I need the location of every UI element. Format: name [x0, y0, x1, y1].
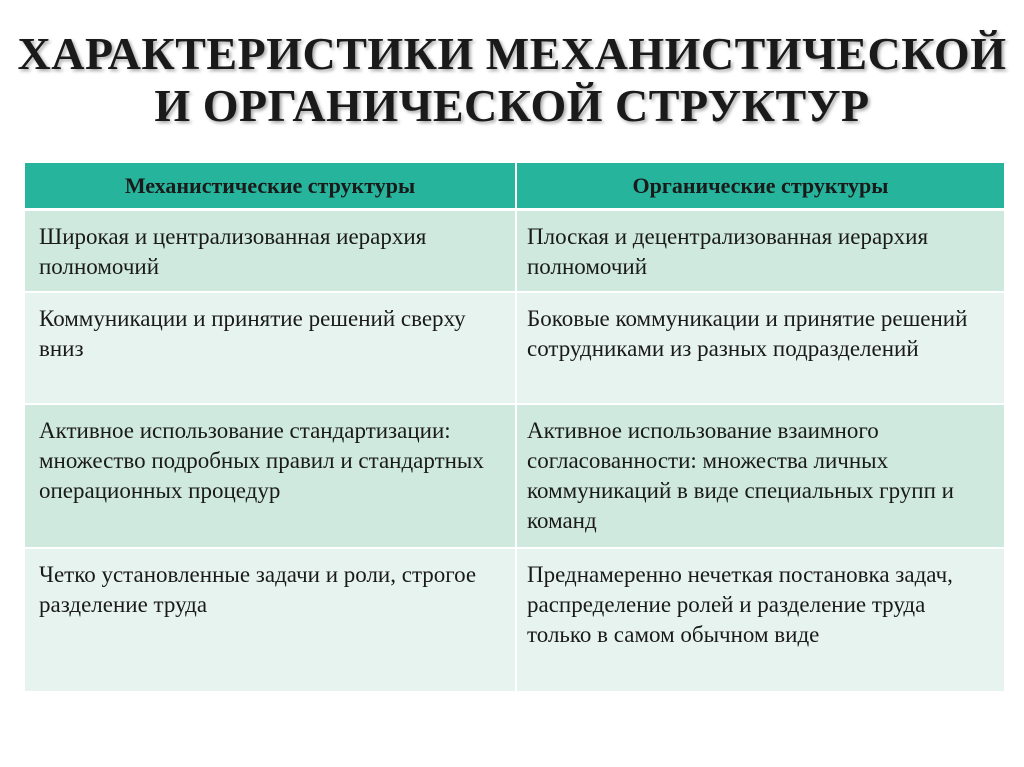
cell-mechanistic: Активное использование стандартизации: множество подробных правил и стандартных операционных процедур: [25, 404, 516, 548]
header-mechanistic: Механистические структуры: [25, 163, 516, 210]
table-row: [25, 292, 1005, 404]
slide-title-line-2: И ОРГАНИЧЕСКОЙ СТРУКТУР: [154, 80, 870, 131]
table-row: [25, 404, 1005, 548]
cell-mechanistic: Широкая и централизованная иерархия полномочий: [25, 210, 516, 293]
table-header-row: [25, 163, 1005, 210]
cell-mechanistic: Четко установленные задачи и роли, строгое разделение труда: [25, 548, 516, 692]
slide-title: [0, 28, 1024, 132]
table-row: [25, 210, 1005, 293]
cell-mechanistic: Коммуникации и принятие решений сверху вниз: [25, 292, 516, 404]
cell-organic: Активное использование взаимного согласованности: множества личных коммуникаций в виде специальных групп и команд: [516, 404, 1005, 548]
cell-organic: Боковые коммуникации и принятие решений сотрудниками из разных подразделений: [516, 292, 1005, 404]
comparison-table: [25, 163, 1006, 693]
slide-title-line-1: ХАРАКТЕРИСТИКИ МЕХАНИСТИЧЕСКОЙ: [17, 28, 1007, 79]
table-row: [25, 548, 1005, 692]
cell-organic: Плоская и децентрализованная иерархия полномочий: [516, 210, 1005, 293]
cell-organic: Преднамеренно нечеткая постановка задач, распределение ролей и разделение труда только в самом обычном виде: [516, 548, 1005, 692]
header-organic: Органические структуры: [516, 163, 1005, 210]
